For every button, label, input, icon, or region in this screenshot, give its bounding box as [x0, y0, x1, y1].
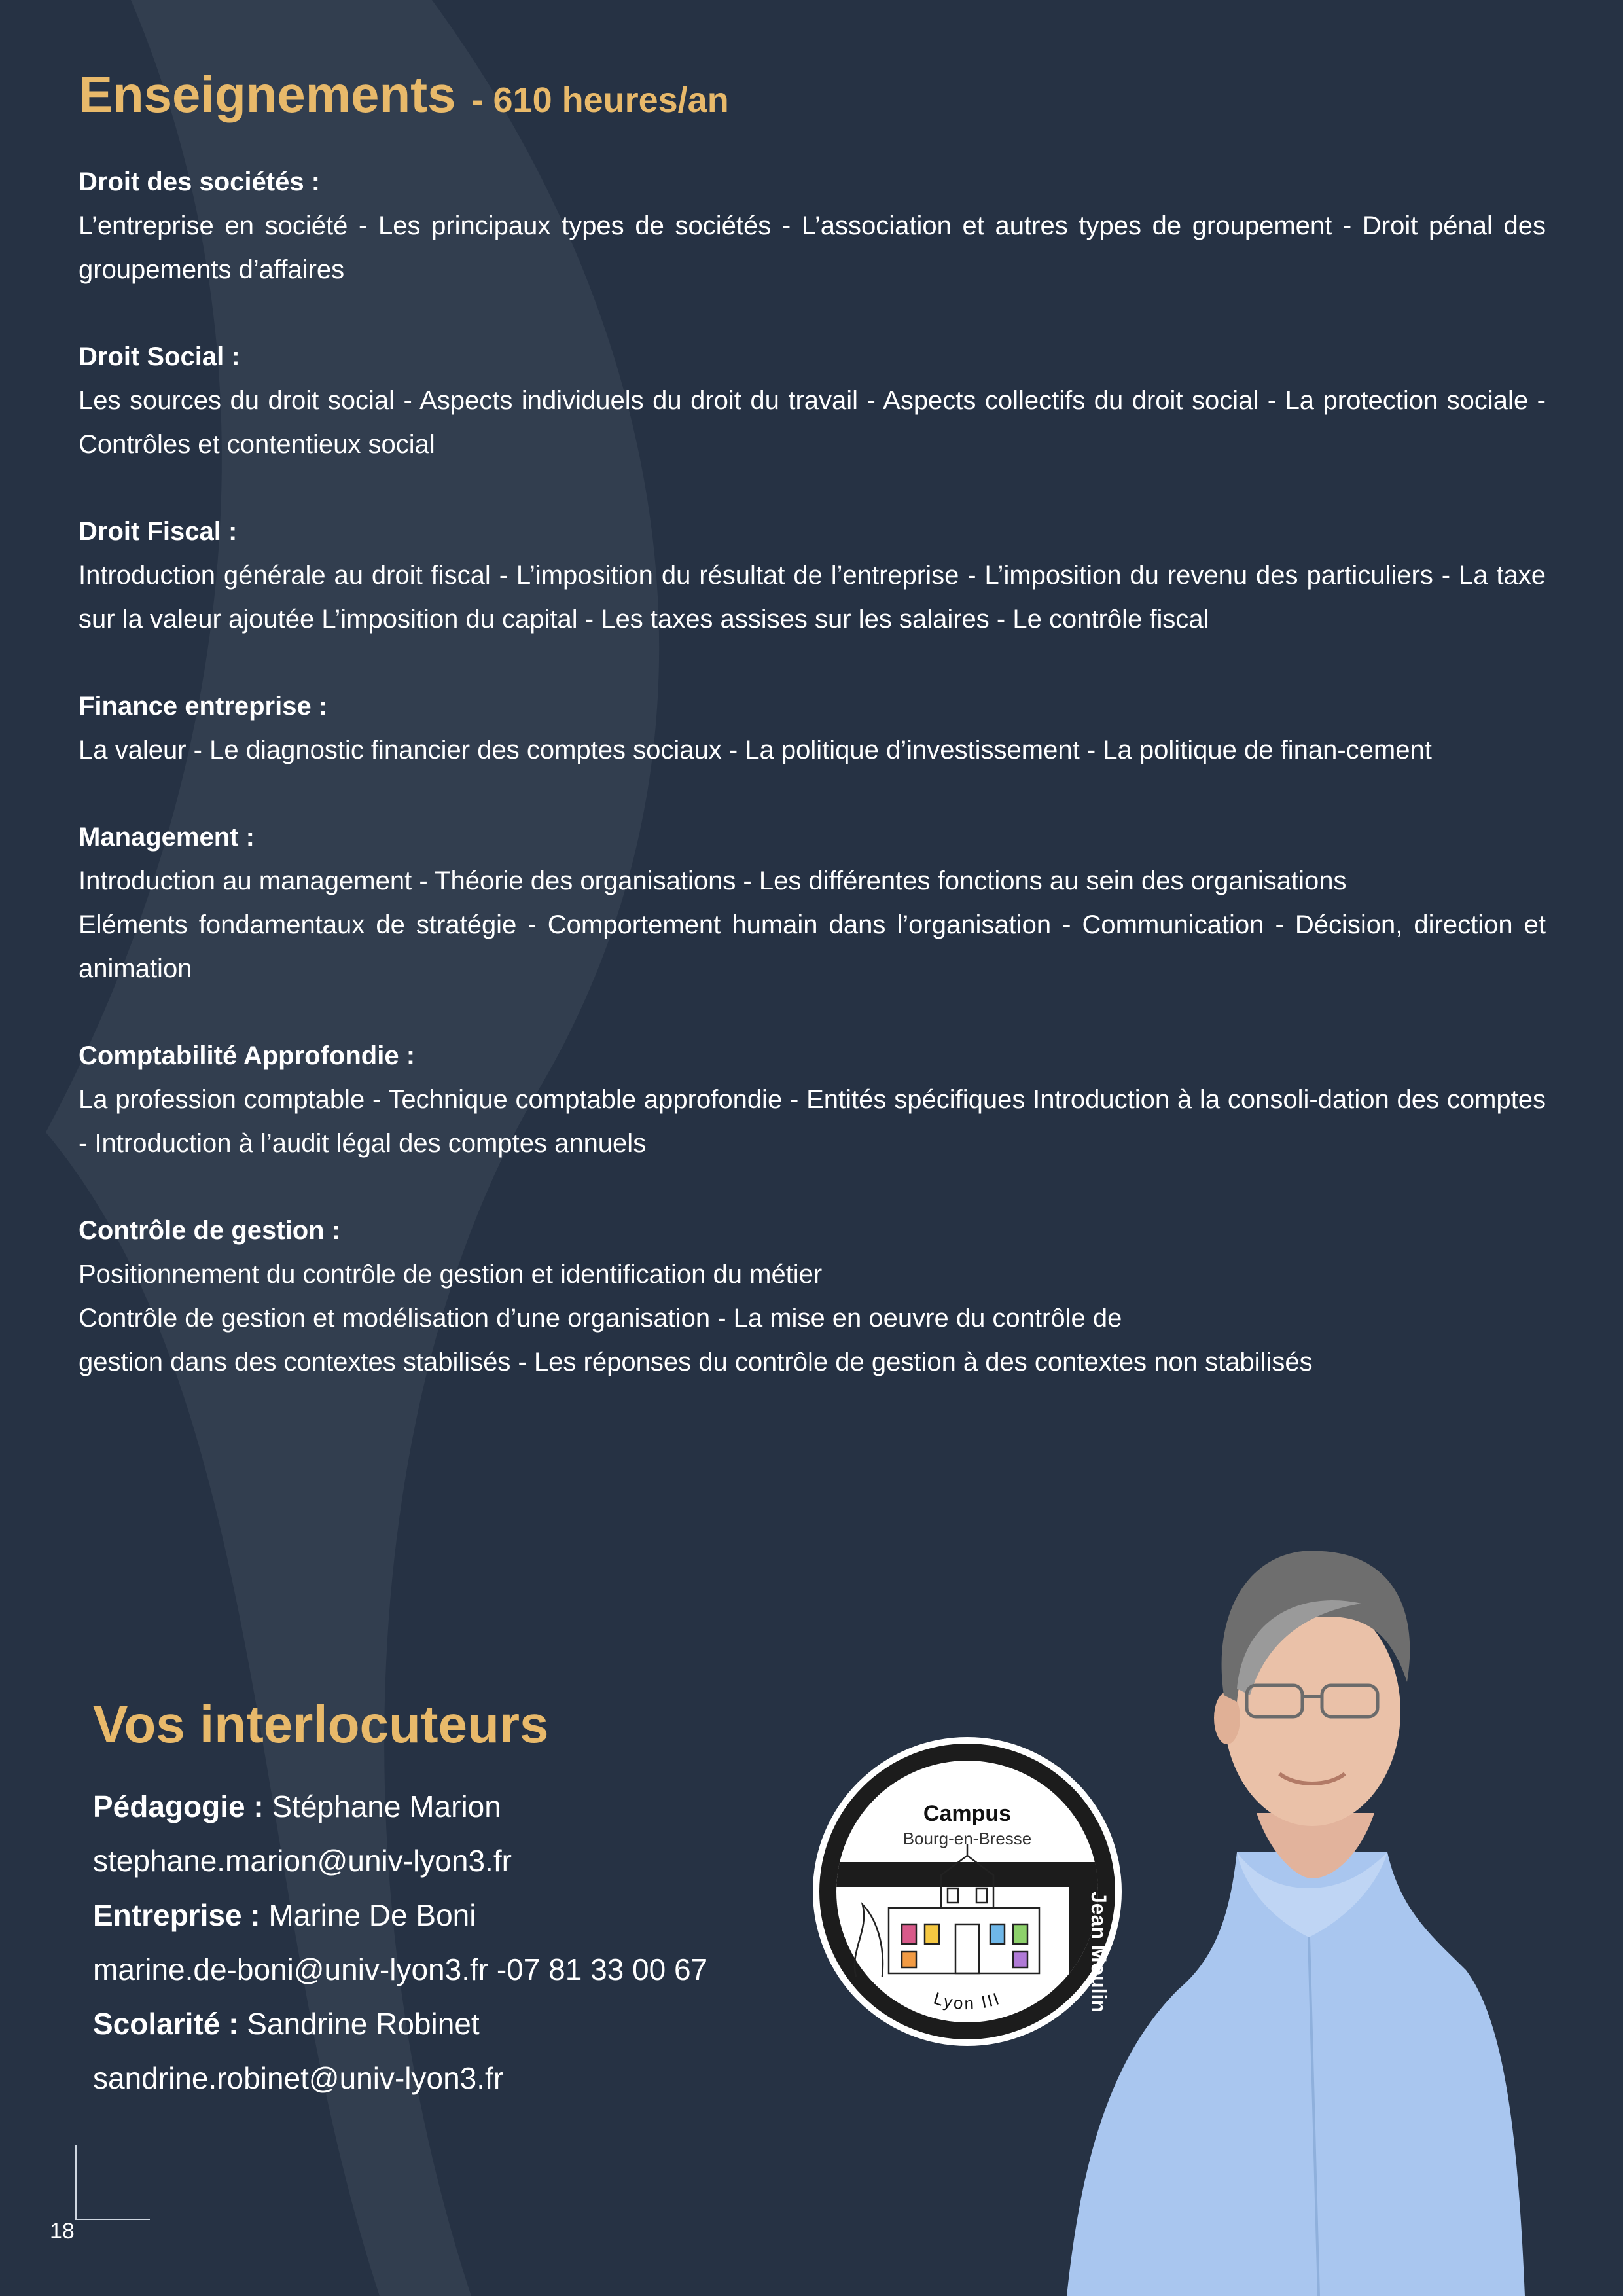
section-droit-fiscal [79, 510, 1546, 641]
contact-name: Stéphane Marion [272, 1789, 501, 1823]
section-text-line: Contrôle de gestion et modélisation d’une organisation - La mise en oeuvre du contrôle de [79, 1304, 1122, 1333]
section-controle-gestion [79, 1209, 1546, 1384]
contact-email[interactable]: stephane.marion@univ-lyon3.fr [93, 1844, 512, 1878]
section-title: Comptabilité Approfondie : [79, 1041, 416, 1070]
section-text: Les sources du droit social - Aspects individuels du droit du travail - Aspects collectifs du droit social - La protection sociale - Contrôles et contentieux social [79, 386, 1546, 459]
contact-label: Scolarité : [93, 2007, 239, 2041]
section-text-line: Positionnement du contrôle de gestion et identification du métier [79, 1260, 823, 1289]
contact-entreprise [93, 1888, 852, 1943]
logo-universite-text: UNIVERSITÉ [891, 1778, 1044, 1825]
teaching-heading [79, 65, 1546, 123]
teaching-title: Enseignements [79, 65, 456, 123]
section-comptabilite-approfondie [79, 1034, 1546, 1166]
section-text: La profession comptable - Technique comptable approfondie - Entités spécifiques Introduction à la consoli-dation des comptes - Introduction à l’audit légal des comptes annuels [79, 1085, 1546, 1158]
logo-lyon-text: Lyon III [931, 1988, 1004, 2014]
person-photo [1021, 1486, 1544, 2296]
section-text: L’entreprise en société - Les principaux types de sociétés - L’association et autres types de groupement - Droit pénal des groupements d’affaires [79, 211, 1546, 284]
teaching-content [79, 65, 1546, 1427]
section-title: Droit des sociétés : [79, 168, 321, 196]
page-corner-mark [75, 2145, 150, 2220]
section-title: Contrôle de gestion : [79, 1216, 340, 1245]
section-title: Droit Social : [79, 342, 240, 371]
section-text-line: Introduction au management - Théorie des organisations - Les différentes fonctions au sein des organisations [79, 867, 1347, 895]
section-droit-societes [79, 160, 1546, 292]
logo-campus-text: Campus [923, 1801, 1012, 1826]
contact-name: Marine De Boni [268, 1898, 476, 1932]
section-text-line: Eléments fondamentaux de stratégie - Comportement humain dans l’organisation - Communication - Décision, direction et animation [79, 910, 1546, 983]
section-title: Droit Fiscal : [79, 517, 238, 546]
contact-email[interactable]: sandrine.robinet@univ-lyon3.fr [93, 2061, 504, 2095]
page-number: 18 [50, 2219, 75, 2244]
teaching-hours: - 610 heures/an [471, 81, 729, 120]
section-finance-entreprise [79, 685, 1546, 772]
section-text: Introduction générale au droit fiscal - L’imposition du résultat de l’entreprise - L’imposition du revenu des particuliers - La taxe sur la valeur ajoutée L’imposition du capital - Les taxes assises sur les salaires - Le contrôle fiscal [79, 561, 1546, 634]
section-text [79, 1253, 1546, 1384]
contact-label: Pédagogie : [93, 1789, 264, 1823]
contact-email-phone[interactable]: marine.de-boni@univ-lyon3.fr -07 81 33 00 67 [93, 1952, 708, 1986]
section-management [79, 816, 1546, 991]
section-title: Management : [79, 823, 255, 852]
section-text: La valeur - Le diagnostic financier des comptes sociaux - La politique d’investissement - La politique de finan-cement [79, 736, 1432, 764]
contact-label: Entreprise : [93, 1898, 260, 1932]
section-title: Finance entreprise : [79, 692, 328, 721]
contacts-block [93, 1695, 852, 2106]
section-droit-social [79, 335, 1546, 467]
contacts-title: Vos interlocuteurs [93, 1695, 549, 1753]
contact-scolarite [93, 1997, 852, 2051]
logo-location-text: Bourg-en-Bresse [902, 1829, 1032, 1848]
logo-side-text: Jean Moulin [1087, 1892, 1111, 2013]
contact-pedagogie [93, 1780, 852, 1834]
section-text-line: gestion dans des contextes stabilisés - Les réponses du contrôle de gestion à des contextes non stabilisés [79, 1348, 1313, 1376]
contact-name: Sandrine Robinet [247, 2007, 480, 2041]
section-text [79, 859, 1546, 991]
